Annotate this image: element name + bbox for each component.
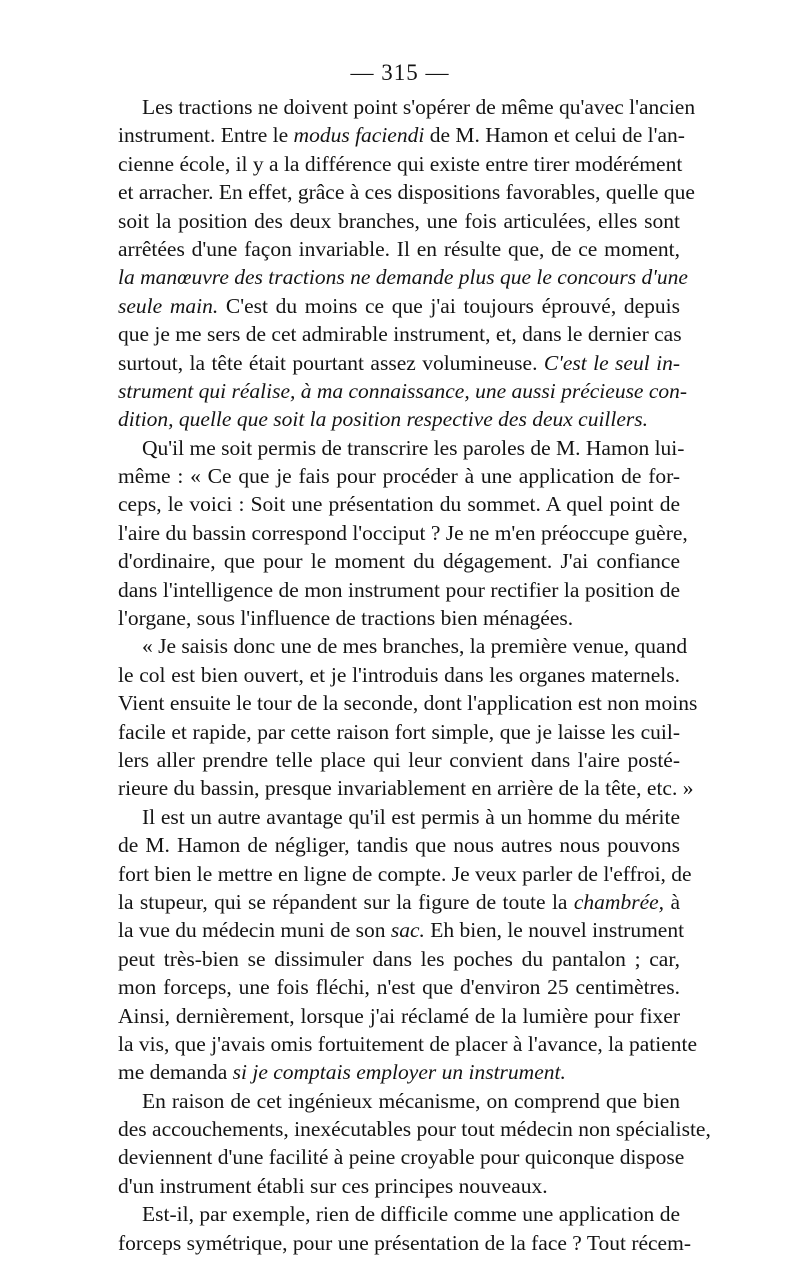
text-segment: En raison de cet ingénieux mécanisme, on comprend que bien	[142, 1088, 680, 1113]
text-line	[118, 320, 680, 348]
text-segment: me demanda	[118, 1060, 233, 1085]
text-line	[118, 576, 680, 604]
text-segment: facile et rapide, par cette raison fort simple, que je laisse les cuil-	[118, 719, 680, 744]
text-segment: mon forceps, une fois fléchi, n'est que d'environ 25 centimètres.	[118, 975, 680, 1000]
body-text	[118, 93, 711, 1257]
text-line	[118, 377, 688, 405]
italic-text: sac.	[390, 918, 425, 943]
text-line	[118, 462, 680, 490]
text-segment: dans l'intelligence de mon instrument pour rectifier la position de	[118, 577, 680, 602]
text-segment: Eh bien, le nouvel instrument	[424, 918, 685, 943]
text-segment: Qu'il me soit permis de transcrire les paroles de M. Hamon lui-	[142, 435, 685, 460]
text-line	[118, 661, 680, 689]
text-segment: Il est un autre avantage qu'il est permis à un homme du mérite	[142, 804, 680, 829]
text-segment: Est-il, par exemple, rien de difficile comme une application de	[142, 1202, 680, 1227]
text-segment: de M. Hamon et celui de l'an-	[424, 123, 685, 148]
text-line	[118, 1172, 680, 1200]
text-line	[118, 746, 680, 774]
text-line	[118, 632, 688, 660]
text-line	[118, 803, 680, 831]
text-line	[118, 519, 688, 547]
text-line	[118, 945, 680, 973]
text-line	[118, 1143, 685, 1171]
text-segment: la stupeur, qui se répandent sur la figure de toute la	[118, 889, 574, 914]
text-line	[118, 916, 685, 944]
text-segment: et arracher. En effet, grâce à ces dispositions favorables, quelle que	[118, 180, 695, 205]
italic-text: chambrée,	[573, 889, 665, 914]
italic-text: strument qui réalise, à ma connaissance, une aussi précieuse con-	[118, 378, 688, 403]
italic-text: si je comptais employer un instrument.	[232, 1060, 566, 1085]
text-segment: fort bien le mettre en ligne de compte. Je veux parler de l'effroi, de	[118, 861, 692, 886]
text-segment: peut très-bien se dissimuler dans les poches du pantalon ; car,	[118, 946, 680, 971]
text-line	[118, 121, 685, 149]
text-segment: Les tractions ne doivent point s'opérer de même qu'avec l'ancien	[142, 95, 696, 119]
text-line	[118, 860, 692, 888]
text-segment: « Je saisis donc une de mes branches, la première venue, quand	[142, 634, 688, 659]
text-line	[118, 604, 680, 632]
text-line	[118, 973, 680, 1001]
text-line	[118, 178, 695, 206]
text-line	[118, 547, 680, 575]
text-line	[118, 292, 680, 320]
text-line	[118, 888, 680, 916]
text-line	[118, 235, 680, 263]
text-line	[118, 263, 688, 291]
italic-text: seule main.	[118, 293, 219, 318]
text-line	[118, 774, 694, 802]
text-line	[118, 1115, 711, 1143]
text-segment: d'ordinaire, que pour le moment du dégagement. J'ai confiance	[118, 549, 680, 574]
text-segment: surtout, la tête était pourtant assez volumineuse.	[118, 350, 544, 375]
text-line	[118, 207, 680, 235]
text-segment: C'est du moins ce que j'ai toujours éprouvé, depuis	[218, 293, 680, 318]
italic-text: la manœuvre des tractions ne demande plus que le concours d'une	[118, 265, 688, 290]
text-segment: des accouchements, inexécutables pour tout médecin non spécialiste,	[118, 1117, 711, 1142]
text-segment: à	[664, 889, 680, 914]
text-segment: cienne école, il y a la différence qui existe entre tirer modérément	[118, 151, 683, 176]
text-line	[118, 490, 680, 518]
text-segment: l'organe, sous l'influence de tractions bien ménagées.	[118, 606, 574, 631]
text-segment: Ainsi, dernièrement, lorsque j'ai réclamé de la lumière pour fixer	[118, 1003, 680, 1028]
text-line	[118, 1087, 680, 1115]
text-segment: la vue du médecin muni de son	[118, 918, 391, 943]
text-line	[118, 349, 680, 377]
text-segment: ceps, le voici : Soit une présentation du sommet. A quel point de	[118, 492, 680, 517]
text-segment: que je me sers de cet admirable instrument, et, dans le dernier cas	[118, 322, 682, 347]
text-line	[118, 1200, 680, 1228]
italic-text: C'est le seul in-	[543, 350, 680, 375]
text-line	[118, 150, 683, 178]
text-segment: le col est bien ouvert, et je l'introduis dans les organes maternels.	[118, 662, 680, 687]
text-segment: de M. Hamon de négliger, tandis que nous autres nous pouvons	[118, 833, 680, 858]
text-line	[118, 405, 680, 433]
text-line	[118, 1030, 698, 1058]
text-segment: Vient ensuite le tour de la seconde, dont l'application est non moins	[118, 691, 698, 716]
text-line	[118, 718, 680, 746]
text-segment: d'un instrument établi sur ces principes nouveaux.	[118, 1173, 548, 1198]
text-line	[118, 434, 685, 462]
text-segment: rieure du bassin, presque invariablement en arrière de la tête, etc. »	[118, 776, 694, 801]
text-line	[118, 93, 696, 121]
text-segment: lers aller prendre telle place qui leur convient dans l'aire posté-	[118, 747, 680, 772]
text-segment: forceps symétrique, pour une présentation de la face ? Tout récem-	[118, 1230, 691, 1255]
text-segment: même : « Ce que je fais pour procéder à une application de for-	[118, 464, 680, 489]
text-segment: l'aire du bassin correspond l'occiput ? Je ne m'en préoccupe guère,	[118, 520, 688, 545]
text-segment: arrêtées d'une façon invariable. Il en résulte que, de ce moment,	[118, 236, 680, 261]
italic-text: modus faciendi	[293, 123, 425, 148]
text-segment: soit la position des deux branches, une fois articulées, elles sont	[118, 208, 680, 233]
text-segment: instrument. Entre le	[118, 123, 294, 148]
text-line	[118, 1002, 680, 1030]
italic-text: dition, quelle que soit la position respective des deux cuillers.	[118, 407, 649, 432]
text-segment: la vis, que j'avais omis fortuitement de placer à l'avance, la patiente	[118, 1031, 698, 1056]
text-line	[118, 1229, 691, 1257]
text-segment: deviennent d'une facilité à peine croyable pour quiconque dispose	[118, 1145, 685, 1170]
page-number: — 315 —	[350, 60, 450, 85]
text-line	[118, 689, 698, 717]
text-line	[118, 1058, 680, 1086]
text-line	[118, 831, 680, 859]
